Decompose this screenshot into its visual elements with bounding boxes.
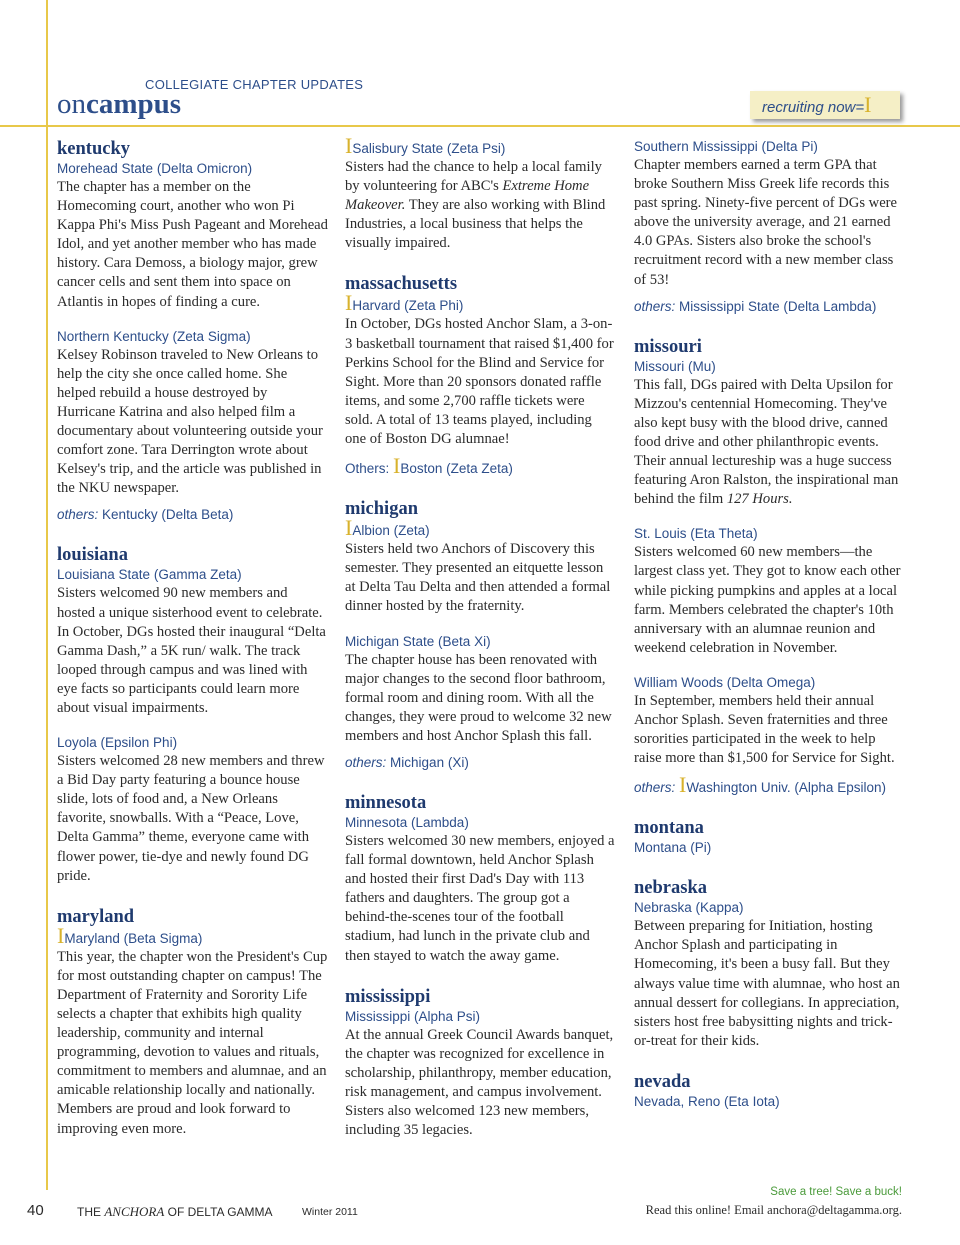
magazine-italic: ANCHORA bbox=[104, 1204, 165, 1219]
chapter-name bbox=[57, 328, 329, 346]
chapter-name bbox=[634, 525, 906, 543]
chapter-label: St. Louis (Eta Theta) bbox=[634, 526, 758, 542]
margin-rule bbox=[46, 0, 48, 1190]
chapter-name bbox=[634, 899, 906, 917]
header-rule bbox=[0, 125, 960, 127]
column-3 bbox=[634, 138, 906, 1111]
chapter-name bbox=[57, 566, 329, 584]
magazine-name bbox=[77, 1204, 273, 1220]
anchor-mark-icon: I bbox=[679, 772, 687, 798]
chapter-update-text: Sisters held two Anchors of Discovery this semester. They presented an eitquette lesson at Delta Tau Delta and then attended a formal dinner hosted by the fraternity. bbox=[345, 541, 611, 615]
others-prefix: others: bbox=[57, 507, 99, 523]
title-light: on bbox=[57, 88, 86, 120]
chapter-update-text: This fall, DGs paired with Delta Upsilon for Mizzou's centennial Homecoming. They've also kept busy with the blood drive, canned food drive and other philanthropic events. Their annual lectureship was a huge success featuring Aron Ralston, the inspirational man behind the film 127 Hours. bbox=[634, 376, 899, 508]
other-chapters bbox=[634, 298, 906, 316]
anchor-mark-icon: I bbox=[393, 453, 401, 479]
magazine-post: OF DELTA GAMMA bbox=[164, 1205, 273, 1219]
read-online-note[interactable]: Read this online! Email anchora@deltagamma.org. bbox=[645, 1203, 902, 1217]
chapter-update-text: In October, DGs hosted Anchor Slam, a 3-on-3 basketball tournament that raised $1,400 for Perkins School for the Blind and Service for Sight. More than 20 sponsors donated raffle items, and some 2,700 raffle tickets were sold. A total of 13 teams played, including one of Boston DG alumnae! bbox=[345, 316, 614, 448]
state-heading: nevada bbox=[634, 1071, 691, 1092]
state-heading: kentucky bbox=[57, 139, 130, 159]
anchor-mark-icon: I bbox=[345, 133, 353, 158]
chapter-update-text: Sisters had the chance to help a local family by volunteering for ABC's Extreme Home Makeover. They are also working with Blind Industries, a local business that helps the visually impaired. bbox=[345, 159, 606, 252]
other-chapters bbox=[634, 772, 906, 798]
others-list: Boston (Zeta Zeta) bbox=[400, 461, 513, 477]
page-number: 40 bbox=[27, 1202, 44, 1219]
chapter-name bbox=[634, 839, 906, 857]
state-heading: nebraska bbox=[634, 878, 707, 899]
recruiting-label: recruiting now= bbox=[762, 99, 865, 116]
state-heading: mississippi bbox=[345, 986, 431, 1007]
state-heading: louisiana bbox=[57, 545, 128, 566]
chapter-name bbox=[634, 358, 906, 376]
chapter-label: Harvard (Zeta Phi) bbox=[352, 298, 464, 314]
chapter-update-text: At the annual Greek Council Awards banquet, the chapter was recognized for excellence in scholarship, philanthropy, member education, risk management, and campus involvement. Sisters also welcomed 123 new members, including 35 legacies. bbox=[345, 1026, 614, 1139]
column-2 bbox=[345, 133, 615, 1140]
state-heading: missouri bbox=[634, 336, 702, 357]
chapter-label: Nevada, Reno (Eta Iota) bbox=[634, 1093, 780, 1109]
chapter-label: Salisbury State (Zeta Psi) bbox=[352, 141, 506, 156]
state-heading: montana bbox=[634, 818, 704, 839]
chapter-label: Louisiana State (Gamma Zeta) bbox=[57, 567, 242, 583]
chapter-name bbox=[345, 515, 615, 541]
chapter-label: Northern Kentucky (Zeta Sigma) bbox=[57, 328, 251, 344]
chapter-label: Albion (Zeta) bbox=[352, 523, 430, 539]
chapter-update-text: In September, members held their annual Anchor Splash. Seven fraternities and three sororities participated in the week to help raise more than $1,500 for Service for Sight. bbox=[634, 692, 895, 767]
chapter-name bbox=[345, 633, 615, 651]
chapter-name bbox=[345, 290, 615, 316]
anchor-mark-icon: I bbox=[345, 290, 353, 316]
chapter-update-text: Sisters welcomed 28 new members and threw a Bid Day party featuring a bounce house slide, lots of food and, a New Orleans favorite, snowballs. With a “Peace, Love, Delta Gamma” theme, everyone came with flower power, tie-dye and newly found DG pride. bbox=[57, 753, 325, 884]
other-chapters bbox=[345, 754, 615, 772]
chapter-name bbox=[634, 1093, 906, 1111]
title-bold: campus bbox=[86, 88, 182, 120]
other-chapters bbox=[345, 453, 615, 479]
state-heading: maryland bbox=[57, 906, 135, 927]
others-prefix: others: bbox=[634, 780, 676, 796]
chapter-label: Montana (Pi) bbox=[634, 840, 712, 856]
chapter-label: Minnesota (Lambda) bbox=[345, 814, 469, 830]
chapter-update-text: The chapter has a member on the Homecoming court, another who won Pi Kappa Phi's Miss Push Pageant and Morehead Idol, and yet another member who has made history. Cara Demoss, a biology major, grew cancer cells and sent them into space on Atlantis in hopes of finding a cure. bbox=[57, 179, 328, 310]
anchor-mark-icon: I bbox=[57, 922, 65, 948]
chapter-label: Michigan State (Beta Xi) bbox=[345, 633, 491, 649]
chapter-update-text: Chapter members earned a term GPA that broke Southern Miss Greek life records this past spring. Ninety-five percent of DGs were above the university average, and 21 earned 4.0 GPAs. Sisters also broke the school's recruitment record with a new member class of 53! bbox=[634, 157, 898, 288]
anchor-mark-icon: I bbox=[345, 515, 353, 541]
other-chapters bbox=[57, 506, 329, 524]
issue-date: Winter 2011 bbox=[302, 1206, 358, 1218]
others-list: Mississippi State (Delta Lambda) bbox=[679, 298, 877, 314]
chapter-name bbox=[345, 814, 615, 832]
page-title bbox=[57, 88, 181, 121]
chapter-name bbox=[57, 734, 329, 752]
chapter-update-text: The chapter house has been renovated with major changes to the second floor bathroom, formal room and dining room. With all the changes, they were proud to welcome 32 new members and host Anchor Splash this fall. bbox=[345, 651, 612, 744]
save-a-tree-note: Save a tree! Save a buck! bbox=[770, 1186, 902, 1198]
recruiting-now-legend bbox=[750, 91, 900, 119]
others-prefix: Others: bbox=[345, 461, 390, 477]
chapter-update-text: Sisters welcomed 90 new members and hosted a unique sisterhood event to celebrate. In October, DGs hosted their inaugural “Delta Gamma Dash,” a 5K run/ walk. The track looped through campus and was lined with eye facts so participants could learn more about visual impairments. bbox=[57, 585, 326, 716]
chapter-label: Nebraska (Kappa) bbox=[634, 900, 744, 916]
chapter-label: Missouri (Mu) bbox=[634, 358, 716, 374]
others-prefix: others: bbox=[634, 298, 676, 314]
chapter-update-text: This year, the chapter won the President's Cup for most outstanding chapter on campus! The Department of Fraternity and Sorority Life selects a chapter that exhibits high quality leadership, community and internal programming, devotion to values and rituals, commitment to members and alumnae, and an amicable relationship locally and nationally. Members are proud and look forward to improving even more. bbox=[57, 948, 328, 1137]
chapter-name bbox=[634, 138, 906, 156]
chapter-name bbox=[345, 133, 615, 158]
chapter-update-text: Sisters welcomed 30 new members, enjoyed a fall formal downtown, held Anchor Splash and hosted their first Dad's Day with 113 fathers and daughters. The group got a behind-the-scenes tour of the football stadium, had lunch in the private club and then stayed to watch the away game. bbox=[345, 832, 615, 964]
section-kicker: COLLEGIATE CHAPTER UPDATES bbox=[145, 77, 364, 92]
chapter-update-text: Kelsey Robinson traveled to New Orleans to help the city she once called home. She helped rebuild a house destroyed by Hurricane Katrina and also helped film a documentary about volunteering outside your comfort zone. Tara Derrington wrote about Kelsey's trip, and the article was published in the NKU newspaper. bbox=[57, 346, 323, 497]
chapter-update-text: Between preparing for Initiation, hosting Anchor Splash and participating in Homecoming, it's been a busy fall. But they always value time with alumnae, who host an annual dessert for collegians. In appreciation, sisters host free babysitting nights and trick-or-treat for their kids. bbox=[634, 918, 900, 1049]
others-list: Kentucky (Delta Beta) bbox=[102, 507, 234, 523]
chapter-label: Morehead State (Delta Omicron) bbox=[57, 161, 253, 176]
others-prefix: others: bbox=[345, 754, 387, 770]
chapter-name bbox=[57, 160, 329, 178]
chapter-name bbox=[345, 1008, 615, 1026]
state-heading: massachusetts bbox=[345, 274, 458, 295]
others-list: Washington Univ. (Alpha Epsilon) bbox=[686, 780, 886, 796]
chapter-label: Loyola (Epsilon Phi) bbox=[57, 735, 178, 751]
state-heading: michigan bbox=[345, 499, 418, 520]
magazine-pre: THE bbox=[77, 1205, 105, 1219]
chapter-label: William Woods (Delta Omega) bbox=[634, 674, 816, 690]
chapter-name bbox=[634, 674, 906, 692]
chapter-label: Maryland (Beta Sigma) bbox=[64, 930, 203, 946]
column-1 bbox=[57, 138, 329, 1139]
chapter-update-text: Sisters welcomed 60 new members—the largest class yet. They got to know each other while picking pumpkins and apples at a local farm. Members celebrated the chapter's 10th anniversary with an alumnae reunion and weekend celebration in November. bbox=[634, 544, 901, 656]
anchor-mark-icon: I bbox=[864, 92, 872, 117]
chapter-label: Mississippi (Alpha Psi) bbox=[345, 1008, 481, 1024]
chapter-name bbox=[57, 922, 329, 948]
others-list: Michigan (Xi) bbox=[390, 754, 469, 770]
state-heading: minnesota bbox=[345, 792, 427, 813]
chapter-label: Southern Mississippi (Delta Pi) bbox=[634, 139, 818, 154]
